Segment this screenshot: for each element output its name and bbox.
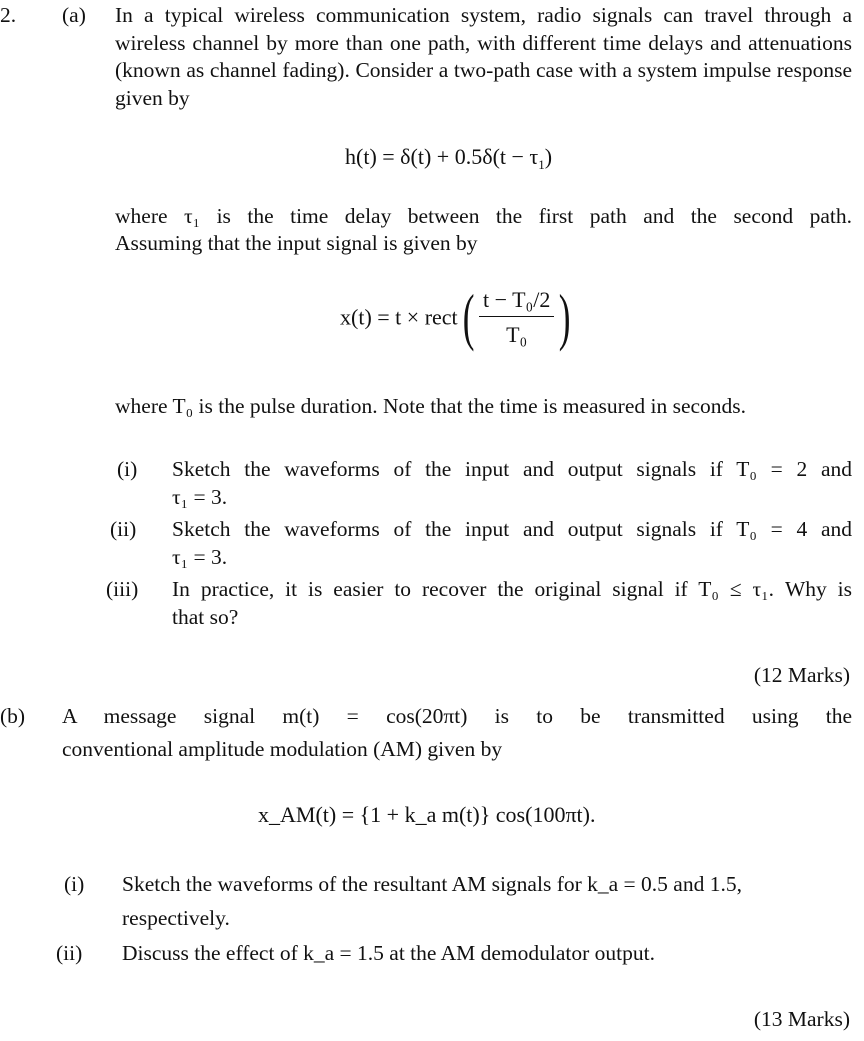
left-paren: ( (462, 281, 475, 352)
fraction (479, 286, 554, 349)
equation-h-close: ) (544, 144, 553, 169)
equation-h-sub: 1 (538, 157, 545, 172)
subpart-b-i-line2: respectively. (122, 906, 230, 930)
subpart-a-i-line1: Sketch the waveforms of the input and output signals if T₀ = 2 and (172, 457, 852, 481)
subpart-a-i-line2: τ₁ = 3. (172, 485, 228, 509)
where-T0: where T₀ is the pulse duration. Note that the time is measured in seconds. (115, 394, 747, 418)
equation-impulse-response (345, 143, 552, 171)
subpart-b-ii-label: (ii) (56, 941, 83, 965)
subpart-a-ii-line1: Sketch the waveforms of the input and output signals if T₀ = 4 and (172, 517, 852, 541)
subpart-a-iii-line1: In practice, it is easier to recover the original signal if T₀ ≤ τ₁. Why is (172, 577, 852, 601)
subpart-b-i-label: (i) (64, 872, 85, 896)
subpart-a-iii-label: (iii) (106, 577, 139, 601)
part-b-marks: (13 Marks) (753, 1007, 850, 1031)
equation-am-signal: x_AM(t) = {1 + k_a m(t)} cos(100πt). (258, 802, 596, 827)
part-b-label: (b) (0, 704, 26, 728)
fraction-numerator: t − T₀/2 (479, 286, 554, 318)
equation-h-lhs: h(t) = δ(t) + 0.5δ(t − τ (345, 144, 539, 169)
equation-x-lhs: x(t) = t × rect (340, 304, 458, 330)
subpart-b-ii-line1: Discuss the effect of k_a = 1.5 at the AM demodulator output. (122, 941, 655, 965)
part-a-intro: In a typical wireless communication system, radio signals can travel through a wireless channel by more than one path, with different time delays and attenuations (known as channel fading). Consider a two-path case with a system impulse response given by (115, 3, 852, 110)
where-tau-line1: where τ₁ is the time delay between the first path and the second path. (115, 204, 852, 228)
subpart-b-i-line1: Sketch the waveforms of the resultant AM signals for k_a = 0.5 and 1.5, (122, 872, 742, 896)
question-number: 2. (0, 3, 17, 27)
subpart-a-iii-line2: that so? (172, 605, 239, 629)
fraction-denominator: T₀ (506, 322, 528, 347)
right-paren: ) (559, 281, 571, 352)
part-a-label: (a) (62, 3, 86, 27)
part-a-marks: (12 Marks) (753, 663, 850, 687)
part-b-line1: A message signal m(t) = cos(20πt) is to be transmitted using the (62, 704, 852, 728)
part-b-line2: conventional amplitude modulation (AM) given by (62, 737, 503, 761)
equation-input-signal (340, 281, 576, 355)
subpart-a-ii-line2: τ₁ = 3. (172, 545, 228, 569)
subpart-a-ii-label: (ii) (110, 517, 137, 541)
subpart-a-i-label: (i) (117, 457, 138, 481)
where-tau-line2: Assuming that the input signal is given by (115, 231, 478, 255)
